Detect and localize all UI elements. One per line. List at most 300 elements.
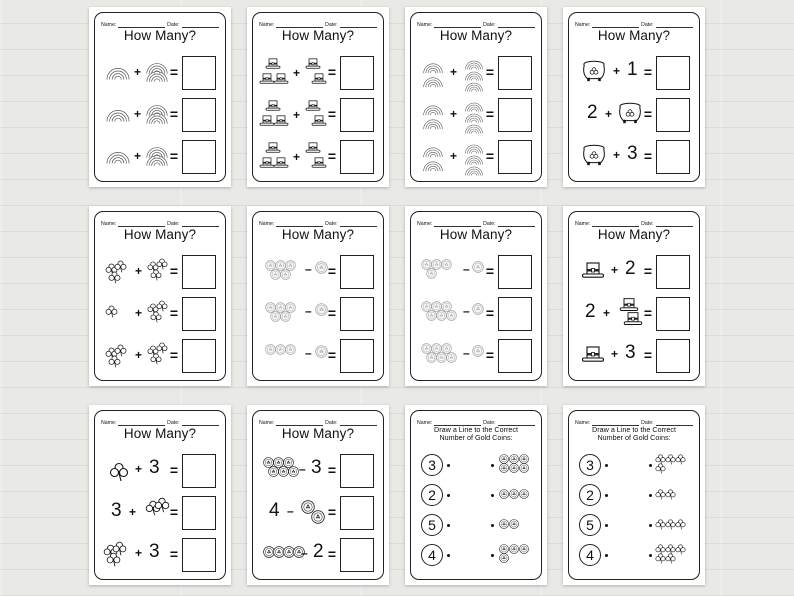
date-label: Date:: [167, 22, 180, 28]
worksheet-border: [568, 211, 700, 381]
operator-sign: –: [301, 546, 308, 560]
gold-coin-icon: [509, 489, 519, 499]
title-line-2: Number of Gold Coins:: [439, 433, 513, 443]
problem-row: [101, 140, 219, 178]
worksheet-title: How Many?: [281, 227, 355, 242]
name-label: Name:: [259, 22, 275, 28]
equals-sign: =: [327, 263, 336, 279]
gold-coin-icon: [446, 310, 457, 321]
answer-box[interactable]: [182, 496, 216, 530]
match-dot[interactable]: [605, 524, 608, 527]
worksheet-page: [563, 206, 705, 386]
gold-coin-icon: [509, 544, 519, 554]
name-label: Name:: [417, 221, 433, 227]
leprechaun-hat-icon: [273, 114, 289, 127]
worksheet-page: [89, 206, 231, 386]
operator-sign: –: [287, 504, 294, 518]
date-label: Date:: [483, 22, 496, 28]
operator-sign: –: [463, 346, 470, 360]
worksheet-title: [569, 426, 699, 443]
equals-sign: =: [327, 305, 336, 321]
problem-row: [417, 297, 535, 335]
gold-coin-icon: [472, 303, 484, 315]
problem-row: [417, 140, 535, 178]
problem-row: [575, 339, 693, 377]
worksheet-title: How Many?: [439, 28, 513, 43]
equals-sign: =: [643, 106, 652, 122]
addend-number: 2: [625, 258, 636, 279]
name-line[interactable]: [434, 21, 481, 28]
date-label: Date:: [483, 221, 496, 227]
answer-box[interactable]: [656, 140, 690, 174]
problem-row: [101, 297, 219, 335]
date-line[interactable]: [182, 419, 219, 426]
worksheet-title: How Many?: [281, 426, 355, 441]
operator-sign: +: [450, 149, 458, 163]
match-dot[interactable]: [491, 494, 494, 497]
worksheet-page: [89, 405, 231, 585]
equals-sign: =: [169, 263, 178, 279]
match-dot[interactable]: [649, 494, 652, 497]
shamrock-icon: [108, 271, 121, 284]
shamrock-icon: [154, 497, 170, 513]
operator-sign: +: [450, 65, 458, 79]
worksheet-title: How Many?: [123, 28, 197, 43]
problem-row: [417, 56, 535, 94]
leprechaun-hat-icon: [265, 99, 281, 112]
problem-row: [575, 98, 693, 136]
gold-coin-icon: [499, 553, 509, 563]
operator-sign: +: [129, 505, 137, 519]
worksheet-border: [568, 410, 700, 580]
leprechaun-hat-icon: [311, 156, 327, 169]
answer-box[interactable]: [498, 255, 532, 289]
date-line[interactable]: [182, 220, 219, 227]
answer-box[interactable]: [656, 98, 690, 132]
number-circle: 5: [579, 514, 601, 536]
leprechaun-hat-icon: [581, 261, 605, 279]
name-line[interactable]: [592, 220, 639, 227]
number-circle: 3: [421, 454, 443, 476]
addend-number: 2: [587, 102, 598, 123]
problem-row: [101, 496, 219, 534]
answer-box[interactable]: [182, 454, 216, 488]
worksheet-page: [247, 7, 389, 187]
problem-row: [575, 297, 693, 335]
leprechaun-hat-icon: [581, 345, 605, 363]
addend-number: 3: [149, 541, 160, 562]
name-label: Name:: [417, 420, 433, 426]
equals-sign: =: [643, 64, 652, 80]
shamrock-icon: [675, 519, 686, 530]
rainbow-icon: [463, 162, 485, 176]
name-line[interactable]: [276, 220, 323, 227]
answer-box[interactable]: [340, 98, 374, 132]
problem-row: [417, 98, 535, 136]
shamrock-icon: [150, 311, 162, 323]
name-label: Name:: [259, 221, 275, 227]
operator-sign: +: [134, 107, 142, 121]
addend-number: 2: [313, 541, 324, 562]
name-label: Name:: [575, 22, 591, 28]
worksheet-border: [94, 211, 226, 381]
match-dot[interactable]: [605, 464, 608, 467]
date-label: Date:: [641, 221, 654, 227]
problem-row: [101, 98, 219, 136]
worksheet-border: [410, 12, 542, 182]
answer-box[interactable]: [340, 496, 374, 530]
rainbow-icon: [145, 149, 169, 167]
equals-sign: =: [169, 106, 178, 122]
name-line[interactable]: [592, 21, 639, 28]
worksheet-border: [410, 211, 542, 381]
worksheet-header: [259, 19, 377, 28]
leprechaun-hat-icon: [273, 156, 289, 169]
operator-sign: +: [450, 107, 458, 121]
worksheet-header: [259, 218, 377, 227]
name-label: Name:: [575, 420, 591, 426]
addend-number: 2: [585, 301, 596, 322]
addend-number: 3: [111, 500, 122, 521]
shamrock-icon: [675, 454, 686, 465]
worksheet-header: [575, 218, 693, 227]
name-label: Name:: [101, 221, 117, 227]
shamrock-icon: [105, 305, 118, 318]
equals-sign: =: [169, 462, 178, 478]
worksheet-page: [405, 7, 547, 187]
answer-box[interactable]: [498, 140, 532, 174]
operator-sign: +: [135, 264, 143, 278]
number-circle: 3: [579, 454, 601, 476]
leprechaun-hat-icon: [273, 72, 289, 85]
rainbow-icon: [463, 78, 485, 92]
operator-sign: –: [463, 262, 470, 276]
operator-sign: +: [135, 306, 143, 320]
equals-sign: =: [485, 347, 494, 363]
pot-of-gold-icon: [581, 60, 607, 82]
answer-box[interactable]: [182, 140, 216, 174]
match-dot[interactable]: [649, 464, 652, 467]
gold-coin-icon: [519, 463, 529, 473]
name-label: Name:: [101, 420, 117, 426]
worksheet-header: [101, 417, 219, 426]
equals-sign: =: [169, 305, 178, 321]
problem-row: [259, 454, 377, 492]
equals-sign: =: [327, 546, 336, 562]
pot-of-gold-icon: [617, 102, 643, 124]
date-label: Date:: [483, 420, 496, 426]
problem-row: [101, 339, 219, 377]
gold-coin-icon: [509, 519, 519, 529]
equals-sign: =: [485, 64, 494, 80]
answer-box[interactable]: [656, 255, 690, 289]
date-line[interactable]: [498, 21, 535, 28]
answer-box[interactable]: [182, 98, 216, 132]
rainbow-icon: [422, 72, 444, 88]
worksheet-title: How Many?: [123, 227, 197, 242]
date-label: Date:: [641, 420, 654, 426]
operator-sign: +: [293, 150, 301, 164]
gold-coin-icon: [311, 510, 325, 524]
equals-sign: =: [643, 347, 652, 363]
worksheet-page: [405, 405, 547, 585]
match-dot[interactable]: [649, 524, 652, 527]
gold-coin-icon: [446, 352, 457, 363]
gold-coin-icon: [472, 345, 484, 357]
answer-box[interactable]: [340, 339, 374, 373]
shamrock-icon: [665, 489, 676, 500]
match-dot[interactable]: [491, 554, 494, 557]
gold-coin-icon: [509, 463, 519, 473]
worksheet-border: [252, 12, 384, 182]
worksheet-page: [247, 405, 389, 585]
pot-of-gold-icon: [581, 144, 607, 166]
name-line[interactable]: [276, 419, 323, 426]
answer-box[interactable]: [340, 140, 374, 174]
answer-box[interactable]: [498, 98, 532, 132]
operator-sign: +: [134, 149, 142, 163]
date-label: Date:: [325, 420, 338, 426]
addend-number: 3: [149, 457, 160, 478]
addend-number: 1: [627, 59, 638, 80]
equals-sign: =: [169, 347, 178, 363]
number-circle: 4: [421, 544, 443, 566]
gold-coin-icon: [499, 519, 509, 529]
worksheet-title: How Many?: [439, 227, 513, 242]
date-label: Date:: [167, 221, 180, 227]
shamrock-icon: [150, 269, 162, 281]
shamrock-icon: [106, 552, 121, 567]
equals-sign: =: [485, 148, 494, 164]
gold-coin-icon: [315, 303, 328, 316]
gold-coin-icon: [280, 269, 291, 280]
problem-row: [575, 140, 693, 178]
worksheet-page: [247, 206, 389, 386]
operator-sign: +: [134, 65, 142, 79]
problem-row: [259, 496, 377, 534]
number-circle: 4: [579, 544, 601, 566]
gold-coin-icon: [472, 261, 484, 273]
rainbow-icon: [463, 120, 485, 134]
date-label: Date:: [641, 22, 654, 28]
problem-row: [259, 98, 377, 136]
worksheet-page: [405, 206, 547, 386]
problem-row: [259, 56, 377, 94]
answer-box[interactable]: [656, 297, 690, 331]
name-label: Name:: [417, 22, 433, 28]
answer-box[interactable]: [498, 56, 532, 90]
rainbow-icon: [105, 61, 131, 81]
problem-row: [259, 339, 377, 377]
number-circle: 2: [421, 484, 443, 506]
equals-sign: =: [485, 263, 494, 279]
shamrock-icon: [150, 353, 162, 365]
gold-coin-icon: [499, 463, 509, 473]
number-circle: 5: [421, 514, 443, 536]
name-label: Name:: [259, 420, 275, 426]
shamrock-icon: [675, 544, 686, 555]
worksheet-header: [101, 218, 219, 227]
match-dot[interactable]: [605, 494, 608, 497]
leprechaun-hat-icon: [305, 99, 321, 112]
match-dot[interactable]: [491, 524, 494, 527]
equals-sign: =: [327, 504, 336, 520]
operator-sign: +: [613, 64, 621, 78]
gold-coin-icon: [288, 466, 299, 477]
answer-box[interactable]: [182, 56, 216, 90]
match-dot[interactable]: [447, 464, 450, 467]
date-line[interactable]: [340, 220, 377, 227]
operator-sign: –: [305, 262, 312, 276]
equals-sign: =: [169, 64, 178, 80]
addend-number: 3: [311, 457, 322, 478]
date-line[interactable]: [340, 21, 377, 28]
addend-number: 3: [625, 342, 636, 363]
answer-box[interactable]: [340, 56, 374, 90]
problem-row: [575, 56, 693, 94]
name-line[interactable]: [118, 419, 165, 426]
name-line[interactable]: [276, 21, 323, 28]
match-dot[interactable]: [491, 464, 494, 467]
date-label: Date:: [325, 221, 338, 227]
rainbow-icon: [105, 145, 131, 165]
equals-sign: =: [327, 347, 336, 363]
addend-number: 4: [269, 500, 280, 521]
answer-box[interactable]: [340, 538, 374, 572]
equals-sign: =: [643, 148, 652, 164]
date-line[interactable]: [656, 21, 693, 28]
operator-sign: +: [293, 108, 301, 122]
worksheet-border: [252, 410, 384, 580]
worksheet-title: How Many?: [281, 28, 355, 43]
title-line-1: Draw a Line to the Correct: [592, 425, 676, 434]
operator-sign: +: [613, 148, 621, 162]
worksheet-border: [252, 211, 384, 381]
gold-coin-icon: [426, 268, 437, 279]
worksheet-title: How Many?: [597, 28, 671, 43]
equals-sign: =: [169, 148, 178, 164]
leprechaun-hat-icon: [265, 141, 281, 154]
name-label: Name:: [101, 22, 117, 28]
match-dot[interactable]: [447, 494, 450, 497]
answer-box[interactable]: [498, 339, 532, 373]
answer-box[interactable]: [182, 538, 216, 572]
shamrock-icon: [108, 355, 121, 368]
addend-number: 3: [627, 143, 638, 164]
gold-coin-icon: [519, 489, 529, 499]
leprechaun-hat-icon: [623, 311, 643, 326]
problem-row: [575, 255, 693, 293]
leprechaun-hat-icon: [311, 114, 327, 127]
answer-box[interactable]: [340, 454, 374, 488]
worksheet-title: How Many?: [597, 227, 671, 242]
answer-box[interactable]: [182, 339, 216, 373]
worksheet-page: [563, 405, 705, 585]
operator-sign: –: [305, 346, 312, 360]
problem-row: [101, 538, 219, 576]
name-line[interactable]: [118, 220, 165, 227]
problem-row: [101, 255, 219, 293]
leprechaun-hat-icon: [311, 72, 327, 85]
number-circle: 2: [579, 484, 601, 506]
leprechaun-hat-icon: [265, 57, 281, 70]
title-line-1: Draw a Line to the Correct: [434, 425, 518, 434]
match-dot[interactable]: [447, 554, 450, 557]
answer-box[interactable]: [340, 297, 374, 331]
operator-sign: +: [603, 306, 611, 320]
leprechaun-hat-icon: [305, 141, 321, 154]
operator-sign: +: [135, 546, 143, 560]
equals-sign: =: [327, 148, 336, 164]
problem-row: [259, 538, 377, 576]
operator-sign: +: [135, 462, 143, 476]
worksheet-title: [411, 426, 541, 443]
gold-coin-icon: [499, 489, 509, 499]
worksheet-header: [417, 218, 535, 227]
problem-row: [259, 297, 377, 335]
gold-coin-icon: [441, 259, 452, 270]
worksheet-title: How Many?: [123, 426, 197, 441]
operator-sign: –: [305, 304, 312, 318]
match-dot[interactable]: [649, 554, 652, 557]
rainbow-icon: [105, 103, 131, 123]
worksheet-page: [89, 7, 231, 187]
equals-sign: =: [169, 504, 178, 520]
gold-coin-icon: [519, 544, 529, 554]
shamrock-icon: [655, 463, 666, 474]
worksheet-page: [563, 7, 705, 187]
operator-sign: –: [299, 462, 306, 476]
date-label: Date:: [325, 22, 338, 28]
name-line[interactable]: [118, 21, 165, 28]
equals-sign: =: [485, 305, 494, 321]
problem-row: [101, 454, 219, 492]
match-dot[interactable]: [447, 524, 450, 527]
answer-box[interactable]: [182, 297, 216, 331]
answer-box[interactable]: [656, 339, 690, 373]
answer-box[interactable]: [656, 56, 690, 90]
operator-sign: +: [293, 66, 301, 80]
worksheet-border: [410, 410, 542, 580]
operator-sign: +: [611, 347, 619, 361]
answer-box[interactable]: [340, 255, 374, 289]
date-line[interactable]: [340, 419, 377, 426]
gold-coin-icon: [315, 261, 328, 274]
match-dot[interactable]: [605, 554, 608, 557]
equals-sign: =: [169, 546, 178, 562]
answer-box[interactable]: [182, 255, 216, 289]
worksheet-header: [417, 19, 535, 28]
problem-row: [259, 140, 377, 178]
gold-coin-icon: [315, 345, 328, 358]
name-line[interactable]: [434, 220, 481, 227]
title-line-2: Number of Gold Coins:: [597, 433, 671, 443]
worksheet-header: [101, 19, 219, 28]
leprechaun-hat-icon: [619, 297, 639, 312]
date-line[interactable]: [656, 220, 693, 227]
date-line[interactable]: [182, 21, 219, 28]
worksheet-border: [94, 12, 226, 182]
worksheet-border: [94, 410, 226, 580]
gold-coin-icon: [285, 344, 296, 355]
worksheet-header: [259, 417, 377, 426]
shamrock-icon: [665, 553, 676, 564]
rainbow-icon: [145, 107, 169, 125]
equals-sign: =: [327, 64, 336, 80]
answer-box[interactable]: [498, 297, 532, 331]
gold-coin-icon: [280, 311, 291, 322]
date-line[interactable]: [498, 220, 535, 227]
